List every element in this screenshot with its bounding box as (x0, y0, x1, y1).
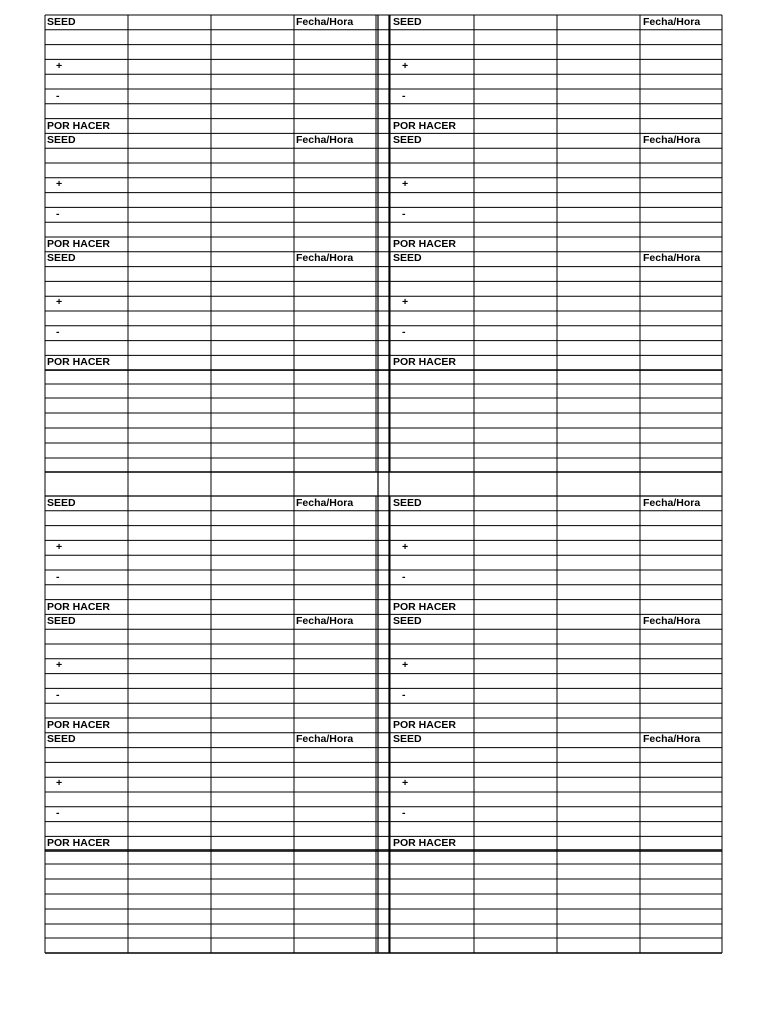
plus-label: + (56, 296, 63, 309)
date-time-label: Fecha/Hora (296, 134, 354, 146)
plus-label: + (56, 60, 63, 73)
todo-label: POR HACER (393, 718, 457, 731)
todo-label: POR HACER (393, 836, 457, 849)
seed-label: SEED (47, 16, 76, 28)
date-time-label: Fecha/Hora (296, 733, 354, 745)
minus-label: - (402, 208, 406, 220)
plus-label: + (402, 178, 409, 191)
minus-label: - (56, 807, 60, 819)
minus-label: - (402, 90, 406, 102)
seed-label: SEED (393, 733, 422, 745)
todo-label: POR HACER (393, 237, 457, 250)
seed-label: SEED (47, 615, 76, 627)
todo-label: POR HACER (47, 836, 111, 849)
todo-label: POR HACER (47, 600, 111, 613)
seed-label: SEED (47, 497, 76, 509)
todo-label: POR HACER (393, 119, 457, 132)
date-time-label: Fecha/Hora (643, 733, 701, 745)
plus-label: + (402, 296, 409, 309)
minus-label: - (56, 208, 60, 220)
todo-label: POR HACER (47, 718, 111, 731)
date-time-label: Fecha/Hora (296, 615, 354, 627)
plus-label: + (56, 659, 63, 672)
date-time-label: Fecha/Hora (643, 615, 701, 627)
seed-label: SEED (393, 497, 422, 509)
minus-label: - (56, 571, 60, 583)
todo-label: POR HACER (47, 237, 111, 250)
seed-label: SEED (393, 16, 422, 28)
date-time-label: Fecha/Hora (643, 16, 701, 28)
seed-label: SEED (47, 134, 76, 146)
minus-label: - (402, 571, 406, 583)
minus-label: - (402, 689, 406, 701)
minus-label: - (402, 326, 406, 338)
seed-label: SEED (393, 615, 422, 627)
minus-label: - (56, 326, 60, 338)
todo-label: POR HACER (47, 355, 111, 368)
plus-label: + (56, 541, 63, 554)
plus-label: + (56, 178, 63, 191)
minus-label: - (56, 90, 60, 102)
minus-label: - (56, 689, 60, 701)
todo-label: POR HACER (393, 355, 457, 368)
seed-label: SEED (47, 252, 76, 264)
plus-label: + (402, 541, 409, 554)
date-time-label: Fecha/Hora (296, 16, 354, 28)
date-time-label: Fecha/Hora (296, 497, 354, 509)
date-time-label: Fecha/Hora (643, 497, 701, 509)
minus-label: - (402, 807, 406, 819)
date-time-label: Fecha/Hora (643, 252, 701, 264)
seed-label: SEED (393, 134, 422, 146)
seed-label: SEED (393, 252, 422, 264)
plus-label: + (56, 777, 63, 790)
plus-label: + (402, 777, 409, 790)
plus-label: + (402, 659, 409, 672)
plus-label: + (402, 60, 409, 73)
todo-label: POR HACER (393, 600, 457, 613)
todo-label: POR HACER (47, 119, 111, 132)
seed-label: SEED (47, 733, 76, 745)
date-time-label: Fecha/Hora (643, 134, 701, 146)
date-time-label: Fecha/Hora (296, 252, 354, 264)
